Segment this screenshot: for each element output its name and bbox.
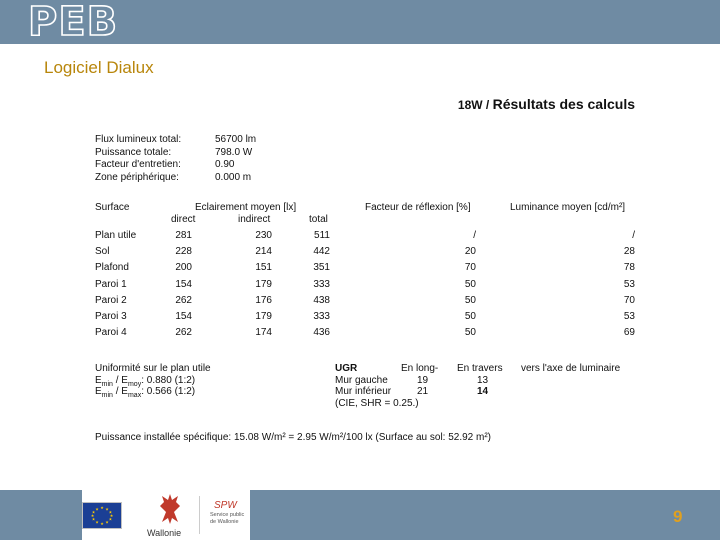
ugr-row-label: Mur inférieur: [335, 386, 392, 397]
table-cell-indirect: 176: [255, 294, 272, 306]
uniformity-title: Uniformité sur le plan utile: [95, 363, 211, 374]
wallonie-rooster-icon: [152, 492, 188, 528]
summary-label: Flux lumineux total:: [95, 134, 182, 145]
svg-text:★: ★: [95, 519, 99, 525]
summary-label: Zone périphérique:: [95, 171, 179, 183]
ugr-row-long: 21: [417, 386, 429, 397]
report-title-prefix: 18W /: [457, 98, 493, 112]
eu-flag-icon: [82, 502, 122, 529]
page-number: 9: [673, 507, 683, 526]
uniformity-value-1: : 0.880 (1:2): [141, 374, 196, 386]
report-title: [95, 96, 635, 114]
ugr-note: (CIE, SHR = 0.25.): [335, 397, 419, 409]
table-cell-reflection: 50: [464, 311, 476, 322]
header-direct: direct: [171, 214, 196, 225]
summary-label: Puissance totale:: [95, 146, 172, 158]
header-total: total: [309, 214, 328, 225]
ugr-row-long: 19: [417, 374, 429, 386]
e-symbol: E: [121, 374, 128, 386]
table-cell-direct: 200: [175, 262, 192, 274]
table-cell-indirect: 214: [255, 246, 272, 258]
table-cell-surface: Plan utile: [95, 230, 137, 241]
summary-label: Facteur d'entretien:: [95, 159, 181, 170]
e-symbol: E: [95, 386, 102, 397]
table-cell-luminance: 69: [623, 327, 635, 339]
report-title-main: Résultats des calculs: [492, 96, 635, 112]
svg-text:★: ★: [95, 506, 99, 512]
slide-subtitle: Logiciel Dialux: [44, 58, 154, 77]
table-cell-surface: Paroi 4: [95, 327, 127, 339]
ugr-col-axis: vers l'axe de luminaire: [521, 363, 621, 374]
table-cell-reflection: 50: [464, 278, 476, 290]
table-cell-direct: 154: [175, 278, 192, 290]
table-cell-surface: Sol: [95, 246, 110, 258]
table-cell-indirect: 179: [255, 311, 272, 322]
uniformity-value-2: : 0.566 (1:2): [141, 386, 196, 397]
subscript-moy: moy: [127, 380, 142, 388]
wallonie-label: Wallonie: [147, 528, 182, 538]
table-cell-indirect: 174: [255, 327, 272, 339]
header-luminance: Luminance moyen [cd/m²]: [510, 202, 626, 213]
e-symbol: E: [95, 374, 102, 386]
table-cell-total: 511: [314, 230, 330, 241]
table-cell-luminance: 28: [623, 246, 635, 258]
table-cell-luminance: 53: [623, 311, 635, 322]
subscript-min: min: [101, 392, 113, 399]
table-cell-total: 333: [313, 311, 330, 322]
svg-text:★: ★: [105, 519, 109, 525]
table-cell-luminance: /: [632, 230, 635, 241]
table-cell-direct: 228: [175, 246, 192, 258]
table-cell-surface: Paroi 1: [95, 278, 127, 290]
svg-text:★: ★: [91, 516, 96, 522]
ugr-col-travers: En travers: [457, 363, 503, 374]
svg-text:★: ★: [91, 509, 96, 515]
table-cell-total: 436: [313, 327, 330, 339]
table-cell-reflection: 50: [464, 294, 476, 306]
table-cell-reflection: 70: [464, 262, 476, 274]
ugr-row-travers: 13: [477, 374, 489, 386]
svg-text:★: ★: [108, 516, 113, 522]
table-cell-reflection: /: [473, 230, 476, 241]
peb-logo: PEB: [28, 0, 119, 45]
summary-value: 0.000 m: [215, 171, 252, 183]
table-cell-indirect: 230: [255, 230, 272, 241]
table-cell-total: 438: [313, 294, 330, 306]
spw-logo-icon: SPW: [214, 500, 237, 511]
table-cell-direct: 154: [175, 311, 192, 322]
specific-power: Puissance installée spécifique: 15.08 W/m² = 2.95 W/m²/100 lx (Surface au sol: 52.92 m²): [95, 432, 492, 443]
header-surface: Surface: [95, 202, 130, 213]
table-cell-reflection: 50: [464, 327, 476, 339]
spw-subtitle: Service public de Wallonie: [210, 512, 245, 525]
footer-logos: [82, 490, 250, 540]
header-reflection: Facteur de réflexion [%]: [365, 202, 471, 213]
e-symbol: E: [121, 386, 128, 397]
table-cell-total: 351: [313, 262, 330, 274]
table-cell-indirect: 179: [255, 278, 272, 290]
header-bar: [0, 0, 720, 44]
table-cell-luminance: 53: [623, 278, 635, 290]
subscript-max: max: [127, 392, 142, 399]
summary-value: 0.90: [215, 159, 235, 170]
table-cell-total: 442: [313, 246, 330, 258]
subscript-min: min: [101, 380, 113, 388]
header-indirect: indirect: [238, 214, 271, 225]
summary-value: 798.0 W: [215, 146, 253, 158]
table-cell-luminance: 70: [623, 294, 635, 306]
ugr-row-label: Mur gauche: [335, 374, 388, 386]
svg-text:★: ★: [100, 505, 104, 510]
svg-text:★: ★: [105, 506, 109, 512]
svg-text:★: ★: [109, 513, 114, 518]
table-cell-surface: Plafond: [95, 262, 129, 274]
logo-divider: [199, 496, 200, 534]
table-cell-indirect: 151: [255, 262, 272, 274]
table-cell-surface: Paroi 2: [95, 294, 127, 306]
table-cell-surface: Paroi 3: [95, 311, 127, 322]
table-cell-direct: 262: [175, 294, 192, 306]
table-cell-total: 333: [313, 278, 330, 290]
uniformity-ratio-min-max: $E_{min} / E_{max}$: 0.566 (1:2): [95, 386, 196, 399]
svg-text:★: ★: [108, 509, 113, 515]
header-illuminance: Eclairement moyen [lx]: [195, 202, 297, 213]
summary-value: 56700 lm: [215, 134, 257, 145]
ugr-col-long: En long-: [401, 363, 439, 374]
ugr-label: UGR: [335, 363, 358, 374]
table-cell-direct: 281: [175, 230, 192, 241]
svg-text:★: ★: [100, 521, 104, 526]
table-cell-reflection: 20: [464, 246, 476, 258]
ugr-row-travers: 14: [477, 386, 489, 397]
table-cell-luminance: 78: [623, 262, 635, 274]
table-cell-direct: 262: [175, 327, 192, 339]
svg-text:★: ★: [90, 513, 95, 518]
uniformity-ratio-min-moy: $E_{min} / E_{moy}$: 0.880 (1:2): [95, 374, 196, 388]
